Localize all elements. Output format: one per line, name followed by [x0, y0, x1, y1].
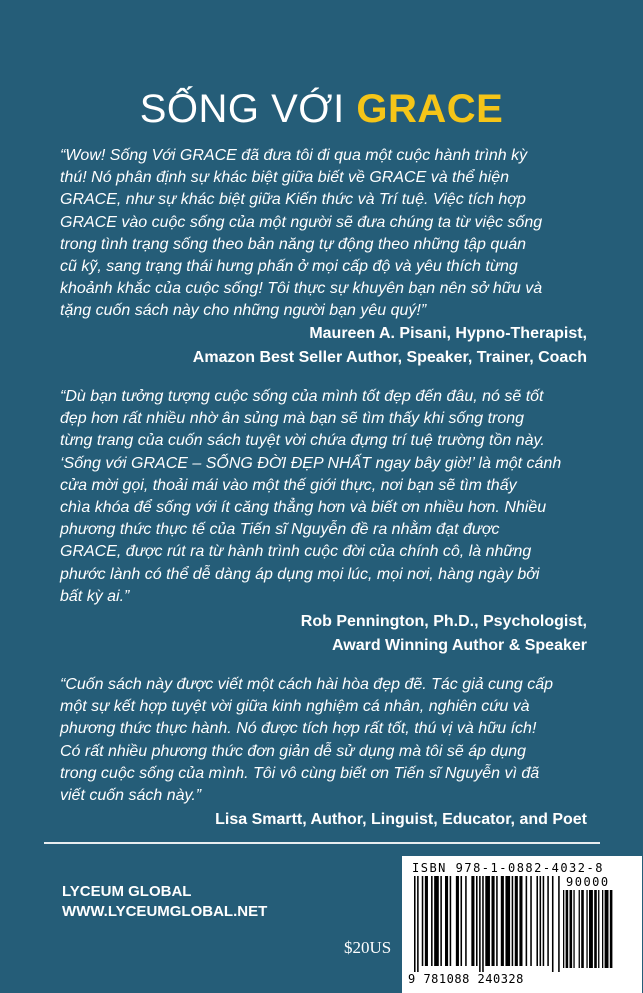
barcode-bar	[579, 890, 580, 968]
barcode-bar	[414, 876, 416, 972]
quote-line: ‘Sống với GRACE – SỐNG ĐỜI ĐẸP NHẤT ngay bây giờ!’ là một cánh	[60, 454, 562, 472]
barcode-bar	[586, 890, 587, 968]
testimonial-attribution-2	[67, 610, 587, 658]
barcode-bar	[501, 876, 504, 966]
quote-line: tặng cuốn sách này cho những người bạn yêu quý!”	[60, 302, 427, 320]
attribution-line: Maureen A. Pisani, Hypno-Therapist,	[309, 325, 587, 342]
quote-line: “Wow! Sống Với GRACE đã đưa tôi đi qua một cuộc hành trình kỳ	[60, 147, 528, 164]
publisher-block	[62, 882, 267, 922]
barcode-bar	[492, 876, 495, 966]
barcode-bar	[425, 876, 428, 966]
attribution-line: Award Winning Author & Speaker	[332, 637, 587, 654]
book-title	[0, 86, 643, 132]
barcode-bar	[540, 876, 542, 966]
publisher-website[interactable]: WWW.LYCEUMGLOBAL.NET	[62, 903, 268, 920]
attribution-line: Lisa Smartt, Author, Linguist, Educator, and Poet	[215, 811, 587, 828]
quote-line: bất kỳ ai.”	[60, 587, 130, 605]
quote-line: “Dù bạn tưởng tượng cuộc sống của mình tốt đẹp đến đâu, nó sẽ tốt	[60, 388, 544, 405]
isbn-number: ISBN 978-1-0882-4032-8	[412, 861, 604, 875]
quote-line: chìa khóa để sống với ít căng thẳng hơn và biết ơn nhiều hơn. Nhiều	[60, 499, 547, 517]
quote-line: từng trang của cuốn sách tuyệt vời chứa đựng trí tuệ trường tồn này.	[60, 432, 545, 450]
barcode-bar	[496, 876, 498, 966]
publisher-name: LYCEUM GLOBAL	[62, 883, 192, 900]
quote-line: cũ kỹ, sang trạng thái hưng phấn ở mọi cấp độ và yêu thích từng	[60, 258, 518, 276]
attribution-line: Rob Pennington, Ph.D., Psychologist,	[300, 613, 587, 630]
quote-line: một sự kết hợp tuyệt vời giữa kinh nghiệm cá nhân, nghiên cứu và	[60, 698, 530, 716]
barcode-bar	[519, 876, 522, 966]
barcode-bar	[440, 876, 442, 966]
quote-line: Có rất nhiều phương thức đơn giản dễ sử dụng mà tôi sẽ áp dụng	[60, 742, 527, 760]
barcode-bar	[570, 890, 573, 968]
divider	[44, 842, 600, 844]
barcode-bar	[594, 890, 597, 968]
barcode-bar	[417, 876, 419, 972]
quote-line: phương thức thực tế của Tiến sĩ Nguyễn đề ra nhằm đạt được	[60, 521, 500, 539]
barcode-bar	[515, 876, 518, 966]
quote-line: GRACE, được rút ra từ hành trình cuộc đời của chính cô, là những	[60, 543, 532, 561]
barcode	[402, 856, 642, 993]
barcode-bar	[450, 876, 452, 966]
barcode-bar	[512, 876, 514, 966]
testimonial-quote-2	[60, 386, 595, 608]
testimonial-quote-1	[60, 145, 595, 323]
quote-line: GRACE, như sự khác biệt giữa Kiến thức và Trí tuệ. Việc tích hợp	[60, 191, 526, 209]
testimonial-attribution-1	[67, 322, 587, 370]
title-accent: GRACE	[356, 87, 504, 131]
barcode-bar	[505, 876, 510, 966]
barcode-bar	[526, 876, 528, 966]
quote-line: GRACE vào cuộc sống của một người sẽ đưa chúng ta từ việc sống	[60, 213, 543, 231]
title-main: SỐNG VỚI	[139, 87, 357, 131]
price-label: $20US	[344, 938, 392, 957]
barcode-bar	[530, 876, 532, 966]
quote-line: “Cuốn sách này được viết một cách hài hòa đẹp đẽ. Tác giả cung cấp	[60, 676, 553, 693]
barcode-bar	[465, 876, 467, 966]
barcode-bar	[422, 876, 424, 966]
barcode-bar	[431, 876, 433, 966]
barcode-bar	[485, 876, 490, 966]
barcode-bar	[566, 890, 569, 968]
testimonial-quote-3	[60, 674, 595, 807]
addon-barcode-bars	[563, 890, 619, 970]
barcode-bar	[476, 876, 478, 966]
barcode-bar	[610, 890, 613, 968]
barcode-bar	[558, 876, 560, 972]
barcode-bar	[581, 890, 584, 968]
quote-line: viết cuốn sách này.”	[60, 787, 202, 805]
quote-line: trong tình trạng sống theo bản năng tự động theo những tập quán	[60, 235, 526, 253]
barcode-bar	[552, 876, 554, 972]
quote-line: trong cuộc sống của mình. Tôi vô cùng biết ơn Tiến sĩ Nguyễn vì đã	[60, 764, 540, 782]
barcode-bar	[605, 890, 609, 968]
quote-line: thú! Nó phân định sự khác biệt giữa biết về GRACE và thể hiện	[60, 169, 509, 187]
ean-barcode-bars	[414, 876, 560, 972]
quote-line: cửa mời gọi, thoải mái vào một thế giới thực, nơi bạn sẽ tìm thấy	[60, 476, 517, 494]
barcode-bar	[543, 876, 545, 966]
ean-digits: 9 781088 240328	[408, 972, 524, 986]
quote-line: khoảnh khắc của cuộc sống! Tôi thực sự khuyên bạn nên sở hữu và	[60, 280, 543, 298]
quote-line: đẹp hơn rất nhiều nhờ ân sủng mà bạn sẽ tìm thấy khi sống trong	[60, 410, 525, 428]
barcode-bar	[598, 890, 599, 968]
barcode-bar	[563, 890, 564, 968]
barcode-bar	[482, 876, 484, 972]
barcode-bar	[471, 876, 474, 966]
quote-line: phương thức thực hành. Nó được tích hợp rất tốt, thú vị và hữu ích!	[60, 720, 537, 738]
barcode-bar	[434, 876, 439, 966]
barcode-bar	[479, 876, 481, 972]
quote-line: phước lành có thể dễ dàng áp dụng mọi lúc, mọi nơi, hàng ngày bởi	[60, 565, 540, 583]
barcode-bar	[589, 890, 593, 968]
barcode-bar	[445, 876, 448, 966]
barcode-bar	[547, 876, 549, 966]
barcode-bar	[573, 890, 574, 968]
barcode-bar	[536, 876, 538, 966]
barcode-bar	[461, 876, 463, 966]
attribution-line: Amazon Best Seller Author, Speaker, Trainer, Coach	[192, 349, 587, 366]
barcode-addon-number: 90000	[566, 875, 610, 889]
barcode-bar	[456, 876, 459, 966]
testimonial-attribution-3	[67, 808, 587, 832]
barcode-bar	[602, 890, 603, 968]
